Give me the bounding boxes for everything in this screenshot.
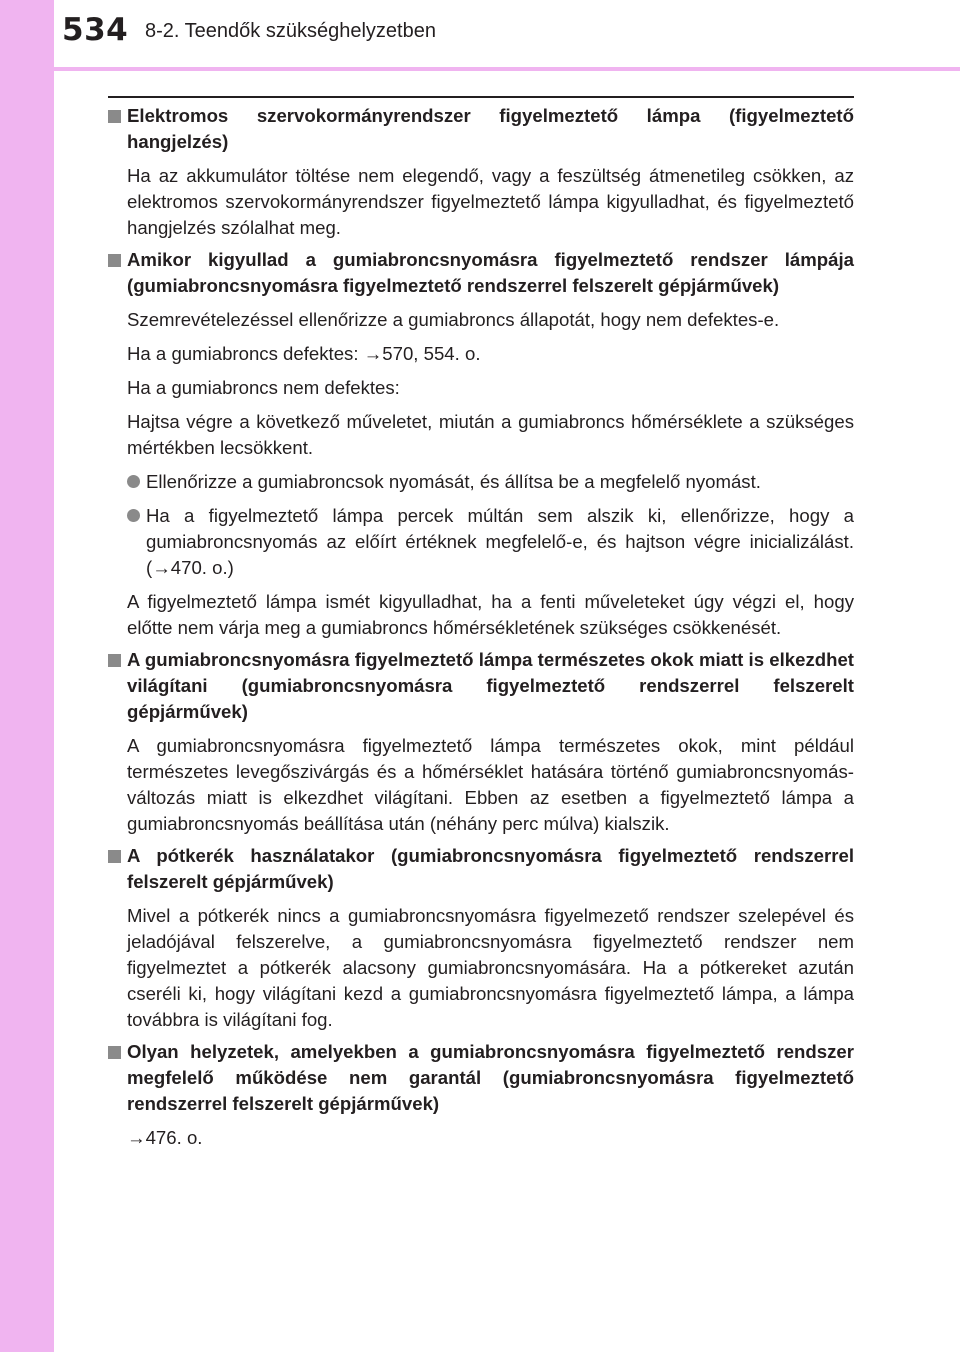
bullet-item — [108, 503, 854, 581]
square-bullet-icon — [108, 654, 121, 667]
section-heading-text: Amikor kigyullad a gumiabroncsnyomásra figyelmeztető rendszer lámpája (gumiabroncsnyomásra figyelmeztető rendszerrel felszerelt gépjárművek) — [127, 249, 854, 296]
section-heading — [108, 647, 854, 725]
page-number: 534 — [62, 12, 129, 48]
body-paragraph: Hajtsa végre a következő műveletet, miután a gumiabroncs hőmérséklete a szükséges mértékben lecsökkent. — [127, 411, 854, 458]
square-bullet-icon — [108, 1046, 121, 1059]
bullet-text: Ellenőrizze a gumiabroncsok nyomását, és állítsa be a megfelelő nyomást. — [146, 471, 761, 492]
bullet-text: Ha a figyelmeztető lámpa percek múltán sem alszik ki, ellenőrizze, hogy a gumiabroncsnyomás az előírt értéknek megfelelő-e, és hajtson végre inicializálást. (→470. o.) — [146, 505, 854, 578]
body-paragraph: A gumiabroncsnyomásra figyelmeztető lámpa természetes okok, mint például természetes levegőszivárgás és a hőmérséklet hatására történő gumiabroncsnyomás-változás miatt is elkezdhet világítani. Ebben az esetben a figyelmeztető lámpa a gumiabroncsnyomás beállítása után (néhány perc múlva) kialszik. — [127, 735, 854, 834]
section-heading — [108, 247, 854, 299]
chapter-title: 8-2. Teendők szükséghelyzetben — [145, 20, 436, 42]
section-heading — [108, 843, 854, 895]
section-heading-text: Elektromos szervokormányrendszer figyelmeztető lámpa (figyelmeztető hangjelzés) — [127, 105, 854, 152]
section-heading-text: A pótkerék használatakor (gumiabroncsnyomásra figyelmeztető rendszerrel felszerelt gépjárművek) — [127, 845, 854, 892]
header-rule — [54, 67, 960, 71]
square-bullet-icon — [108, 254, 121, 267]
body-paragraph: A figyelmeztető lámpa ismét kigyulladhat, ha a fenti műveleteket úgy végzi el, hogy előtte nem várja meg a gumiabroncs hőmérsékletének szükséges csökkenését. — [127, 591, 854, 638]
section-heading — [108, 1039, 854, 1117]
body-paragraph: Mivel a pótkerék nincs a gumiabroncsnyomásra figyelmezető rendszer szelepével és jeladójával felszerelve, a gumiabroncsnyomásra figyelmeztető rendszer nem figyelmeztet a pótkerék alacsony gumiabroncsnyomására. Ha a pótkereket azután cseréli ki, hogy világítani kezd a gumiabroncsnyomásra figyelmeztető lámpa, a lámpa továbbra is világítani fog. — [127, 905, 854, 1030]
section-heading-text: A gumiabroncsnyomásra figyelmeztető lámpa természetes okok miatt is elkezdhet világítani (gumiabroncsnyomásra figyelmeztető rendszerrel felszerelt gépjárművek) — [127, 649, 854, 722]
square-bullet-icon — [108, 850, 121, 863]
page-reference: →476. o. — [127, 1127, 203, 1148]
body-paragraph: Ha a gumiabroncs defektes: →570, 554. o. — [127, 343, 481, 364]
section-heading-text: Olyan helyzetek, amelyekben a gumiabroncsnyomásra figyelmeztető rendszer megfelelő működése nem garantál (gumiabroncsnyomásra figyelmeztető rendszerrel felszerelt gépjárművek) — [127, 1041, 854, 1114]
section-divider — [108, 96, 854, 98]
round-bullet-icon — [127, 475, 140, 488]
bullet-item — [108, 469, 854, 495]
body-paragraph: Ha a gumiabroncs nem defektes: — [127, 377, 400, 398]
square-bullet-icon — [108, 110, 121, 123]
round-bullet-icon — [127, 509, 140, 522]
body-paragraph: Szemrevételezéssel ellenőrizze a gumiabroncs állapotát, hogy nem defektes-e. — [127, 309, 780, 330]
body-paragraph: Ha az akkumulátor töltése nem elegendő, vagy a feszültség átmenetileg csökken, az elektromos szervokormányrendszer figyelmeztető lámpa kigyulladhat, és figyelmeztető hangjelzés szólalhat meg. — [127, 165, 854, 238]
section-heading — [108, 103, 854, 155]
side-color-band — [0, 0, 54, 1352]
page-body — [108, 103, 854, 1151]
